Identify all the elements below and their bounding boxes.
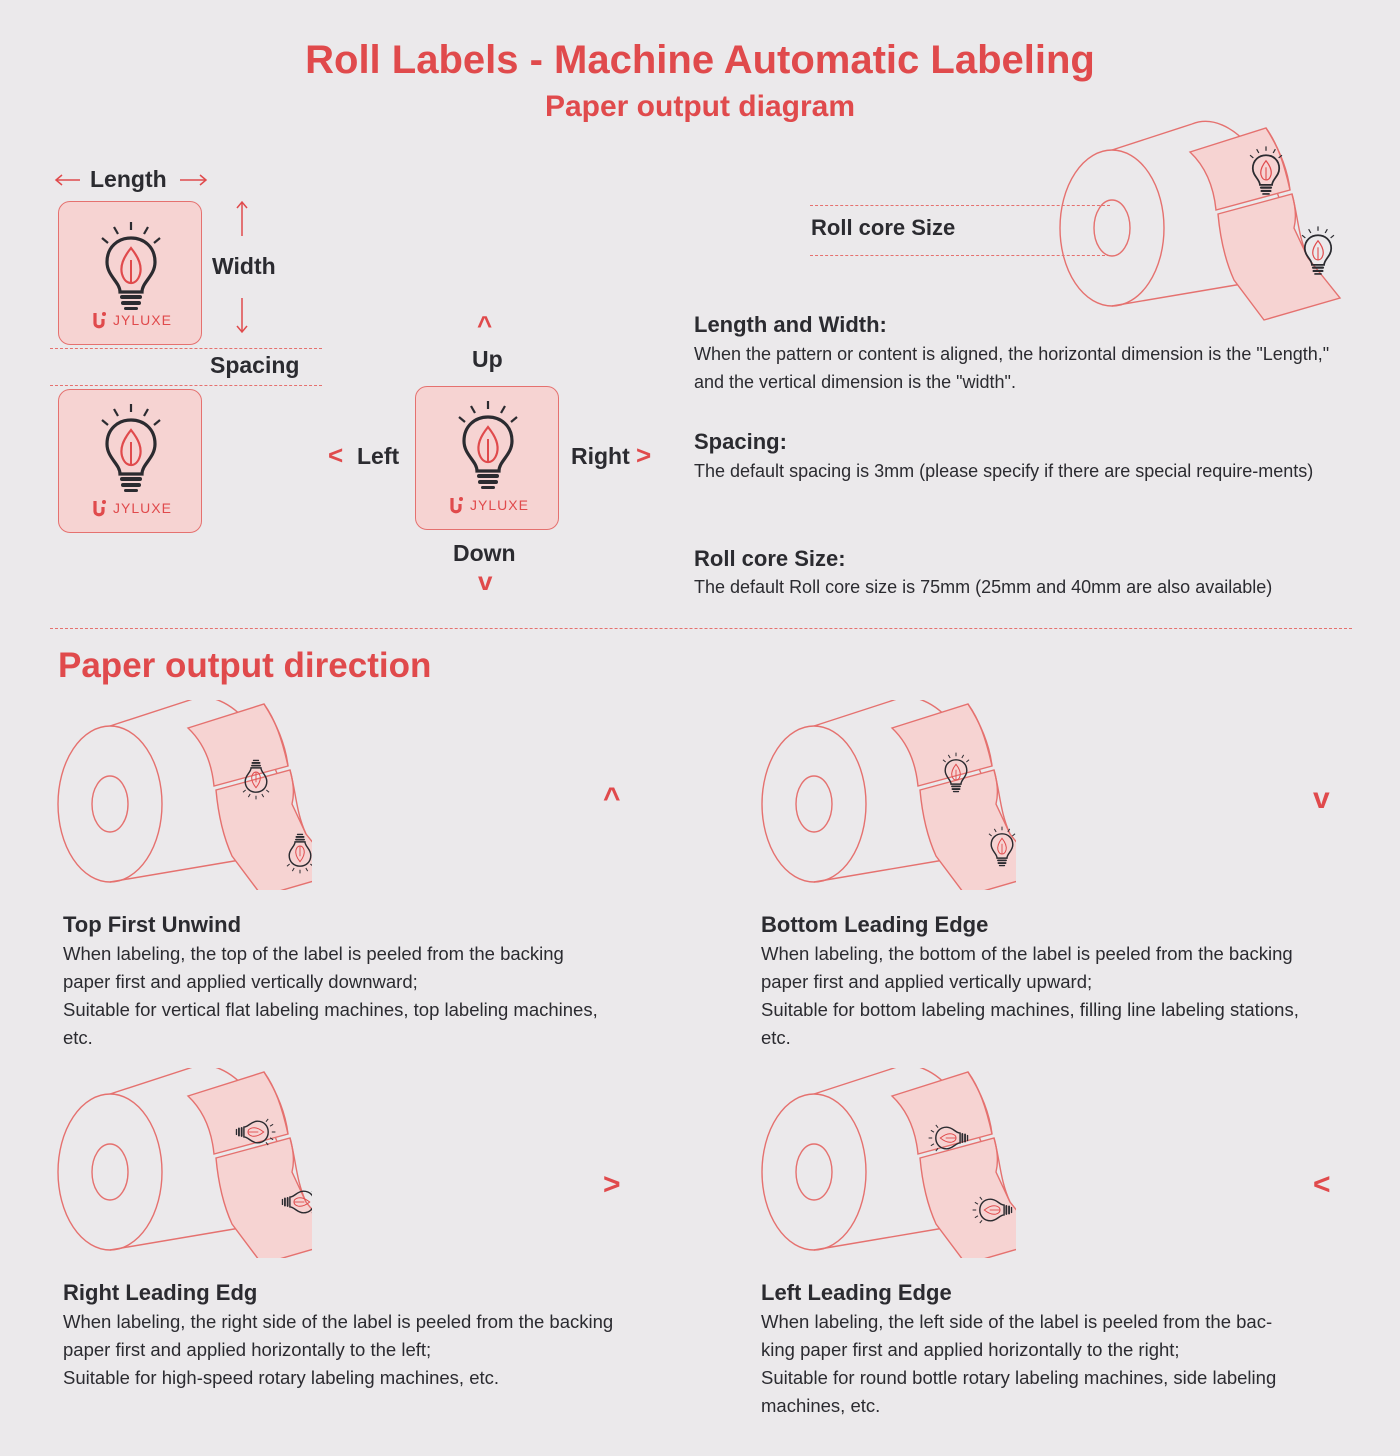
info-heading-length-width: Length and Width: bbox=[694, 312, 887, 337]
direction-title-top: Top First Unwind bbox=[63, 912, 242, 937]
label-card-top bbox=[58, 201, 202, 345]
roll-core-label: Roll core Size bbox=[811, 215, 956, 240]
brand-text: JYLUXE bbox=[113, 312, 172, 328]
roll-right-leading-edge bbox=[52, 1068, 312, 1258]
info-text-spacing: The default spacing is 3mm (please specify if there are special require-ments) bbox=[694, 461, 1314, 481]
direction-text-top: When labeling, the top of the label is peeled from the backing paper first and applied vertically downward; Suitable for vertical flat labeling machines, top labeling machines, etc. bbox=[63, 943, 598, 1048]
roll-left-leading-edge bbox=[756, 1068, 1016, 1258]
brand-logo-icon bbox=[452, 497, 463, 512]
bulb-icon bbox=[102, 222, 160, 310]
roll-bottom-leading-edge bbox=[756, 700, 1016, 890]
left-chevron-icon: < bbox=[328, 440, 344, 470]
right-label: Right bbox=[571, 443, 630, 469]
up-chevron-icon: ^ bbox=[477, 310, 493, 340]
spacing-line-bottom bbox=[50, 385, 322, 386]
label-card-center bbox=[415, 386, 559, 530]
roll-illustration-main bbox=[1050, 105, 1350, 335]
section-title: Paper output direction bbox=[58, 646, 432, 685]
width-label: Width bbox=[212, 253, 276, 279]
direction-text-bottom: When labeling, the bottom of the label is peeled from the backing paper first and applied vertically upward; Suitable for bottom labeling machines, filling line labeling stations, etc. bbox=[761, 943, 1299, 1048]
brand-logo-icon bbox=[95, 500, 106, 515]
page-title: Roll Labels - Machine Automatic Labeling bbox=[305, 38, 1095, 82]
direction-title-right: Right Leading Edg bbox=[63, 1280, 258, 1305]
label-card-bottom bbox=[58, 389, 202, 533]
right-chevron-icon: > bbox=[636, 440, 652, 470]
info-text-roll-core: The default Roll core size is 75mm (25mm and 40mm are also available) bbox=[694, 577, 1273, 597]
direction-arrow-left-icon: < bbox=[1313, 1168, 1331, 1201]
length-label: Length bbox=[90, 166, 167, 192]
direction-title-left: Left Leading Edge bbox=[761, 1280, 952, 1305]
bulb-icon bbox=[102, 404, 160, 492]
info-heading-spacing: Spacing: bbox=[694, 429, 787, 454]
down-chevron-icon: v bbox=[478, 566, 493, 596]
direction-arrow-right-icon: > bbox=[603, 1168, 621, 1201]
left-label: Left bbox=[357, 443, 400, 469]
roll-top-first-unwind bbox=[52, 700, 312, 890]
direction-arrow-down-icon: v bbox=[1313, 782, 1330, 815]
info-text-length-width: When the pattern or content is aligned, the horizontal dimension is the "Length," and the vertical dimension is the "width". bbox=[694, 344, 1330, 392]
info-heading-roll-core: Roll core Size: bbox=[694, 546, 846, 571]
spacing-line-top bbox=[50, 348, 322, 349]
section-divider bbox=[50, 628, 1352, 629]
direction-text-left: When labeling, the left side of the label is peeled from the bac- king paper first and applied horizontally to the right; Suitable for round bottle rotary labeling machines, side labeling machines, etc. bbox=[761, 1311, 1277, 1416]
direction-arrow-up-icon: ^ bbox=[603, 782, 621, 815]
brand-logo-icon bbox=[95, 312, 106, 327]
bulb-icon bbox=[459, 401, 517, 489]
direction-text-right: When labeling, the right side of the label is peeled from the backing paper first and applied horizontally to the left; Suitable for high-speed rotary labeling machines, etc. bbox=[63, 1311, 614, 1388]
page-subtitle: Paper output diagram bbox=[544, 90, 856, 123]
up-label: Up bbox=[472, 346, 503, 372]
down-label: Down bbox=[453, 540, 516, 566]
brand-text: JYLUXE bbox=[470, 497, 529, 513]
spacing-label: Spacing bbox=[210, 352, 300, 378]
brand-text: JYLUXE bbox=[113, 500, 172, 516]
direction-title-bottom: Bottom Leading Edge bbox=[761, 912, 989, 937]
